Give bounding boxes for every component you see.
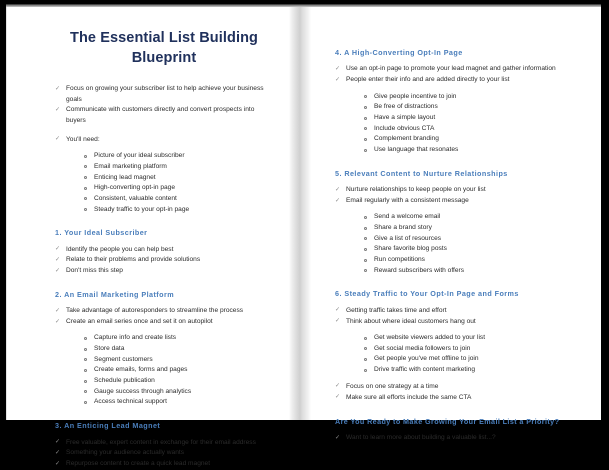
ring-bullet-icon [84, 197, 87, 200]
page-title: The Essential List Building Blueprint [70, 30, 258, 66]
list-item [335, 317, 583, 327]
ring-bullet-icon [364, 106, 367, 109]
ring-bullet-icon [364, 337, 367, 340]
list-item [83, 162, 273, 173]
ring-bullet-icon [84, 390, 87, 393]
section-4-bullet-list [335, 64, 583, 85]
checkmark-icon: ✓ [55, 438, 61, 446]
list-item-label: Free valuable, expert content in exchange for their email address [66, 438, 256, 446]
list-item-label: Focus on growing your subscriber list to help achieve your business goals [66, 85, 264, 103]
ring-bullet-icon [84, 155, 87, 158]
viewer-top-bar [0, 0, 609, 7]
list-item [363, 344, 583, 355]
section-heading-4: 4. A High-Converting Opt-In Page [335, 48, 463, 57]
cta-bullet-list [335, 433, 583, 443]
list-item [363, 92, 583, 103]
list-item-label: Use an opt-in page to promote your lead magnet and gather information [346, 65, 556, 73]
list-item [335, 433, 583, 443]
ring-bullet-icon [364, 237, 367, 240]
list-item [55, 266, 273, 276]
list-item [83, 205, 273, 216]
list-item-label: Steady traffic to your opt-in page [94, 205, 190, 213]
ring-bullet-icon [364, 259, 367, 262]
section-2-bullet-list [55, 306, 273, 327]
list-item [363, 266, 583, 277]
list-item [83, 194, 273, 205]
list-item [363, 354, 583, 365]
list-item [83, 344, 273, 355]
ring-bullet-icon [364, 138, 367, 141]
list-item [363, 333, 583, 344]
list-item [363, 223, 583, 234]
list-item-label: Schedule publication [94, 377, 155, 385]
list-item-label: Create emails, forms and pages [94, 366, 188, 374]
list-item-label: Make sure all efforts include the same CTA [346, 393, 472, 401]
list-item-label: Want to learn more about building a valuable list...? [346, 434, 496, 442]
list-item [55, 255, 273, 265]
list-item [335, 306, 583, 316]
checkmark-icon: ✓ [335, 65, 341, 73]
list-item [335, 64, 583, 74]
section-6-trailing-list [335, 382, 583, 403]
section-heading-3: 3. An Enticing Lead Magnet [55, 421, 161, 431]
section-3-bullet-list [55, 438, 273, 470]
section-6-bullet-list [335, 306, 583, 327]
list-item-label: Use language that resonates [374, 146, 459, 154]
checkmark-icon: ✓ [55, 256, 61, 264]
section-6-sub-list [335, 333, 583, 376]
ring-bullet-icon [84, 165, 87, 168]
list-item [363, 145, 583, 156]
list-item [83, 183, 273, 194]
list-item-label: Email marketing platform [94, 162, 167, 170]
list-item-label: Reward subscribers with offers [374, 266, 465, 274]
list-item [55, 105, 273, 126]
checkmark-icon: ✓ [335, 382, 341, 390]
list-item-label: Communicate with customers directly and convert prospects into buyers [66, 106, 255, 124]
list-item-label: Give a list of resources [374, 234, 442, 242]
list-item [83, 173, 273, 184]
list-item [363, 113, 583, 124]
list-item [335, 382, 583, 392]
ring-bullet-icon [84, 358, 87, 361]
section-1-bullet-list [55, 245, 273, 277]
list-item-label: Email regularly with a consistent message [346, 196, 469, 204]
ring-bullet-icon [84, 176, 87, 179]
list-item [55, 135, 273, 145]
list-item-label: Have a simple layout [374, 114, 436, 122]
ring-bullet-icon [364, 149, 367, 152]
checkmark-icon: ✓ [55, 449, 61, 457]
list-item [83, 151, 273, 162]
ring-bullet-icon [364, 95, 367, 98]
checkmark-icon: ✓ [335, 434, 341, 442]
list-item [335, 185, 583, 195]
list-item [55, 306, 273, 316]
list-item [83, 387, 273, 398]
list-item-label: Take advantage of autoresponders to streamline the process [66, 307, 244, 315]
page-gutter [289, 7, 311, 420]
intro-bullet-list [55, 84, 273, 126]
list-item-label: Drive traffic with content marketing [374, 366, 476, 374]
ring-bullet-icon [364, 227, 367, 230]
spacer [55, 127, 273, 135]
section-5-sub-list [335, 212, 583, 276]
ring-bullet-icon [84, 401, 87, 404]
section-2-sub-list [55, 333, 273, 408]
list-item [83, 365, 273, 376]
list-item [83, 333, 273, 344]
checkmark-icon: ✓ [335, 317, 341, 325]
list-item-label: Don't miss this step [66, 267, 123, 275]
ring-bullet-icon [364, 248, 367, 251]
list-item-label: Share favorite blog posts [374, 245, 447, 253]
list-item [335, 393, 583, 403]
list-item [55, 438, 273, 448]
list-item [83, 355, 273, 366]
ring-bullet-icon [364, 358, 367, 361]
list-item [363, 234, 583, 245]
list-item-label: Send a welcome email [374, 213, 441, 221]
list-item-label: Create an email series once and set it on autopilot [66, 318, 213, 326]
list-item [363, 365, 583, 376]
ring-bullet-icon [364, 369, 367, 372]
list-item-label: Repurpose content to create a quick lead magnet [66, 460, 211, 468]
list-item-label: Get people you've met offline to join [374, 355, 479, 363]
checkmark-icon: ✓ [55, 306, 61, 314]
ring-bullet-icon [84, 369, 87, 372]
list-item-label: Be free of distractions [374, 103, 438, 111]
list-item-label: Enticing lead magnet [94, 173, 156, 181]
ring-bullet-icon [84, 348, 87, 351]
list-item-label: Consistent, valuable content [94, 194, 177, 202]
list-item-label: Run competitions [374, 256, 425, 264]
list-item-label: High-converting opt-in page [94, 184, 176, 192]
list-item-label: Include obvious CTA [374, 124, 435, 132]
list-item-label: Identify the people you can help best [66, 245, 174, 253]
list-item [55, 459, 273, 469]
list-item [55, 317, 273, 327]
checkmark-icon: ✓ [335, 306, 341, 314]
checkmark-icon: ✓ [55, 317, 61, 325]
page-left[interactable] [6, 7, 289, 468]
list-item-label: Nurture relationships to keep people on your list [346, 186, 486, 194]
ring-bullet-icon [364, 347, 367, 350]
list-item-label: Get social media followers to join [374, 344, 471, 352]
checkmark-icon: ✓ [55, 106, 61, 114]
needs-bullet-list [55, 135, 273, 145]
list-item [363, 255, 583, 266]
list-item-label: Complement branding [374, 135, 439, 143]
list-item-label: Capture info and create lists [94, 334, 177, 342]
ring-bullet-icon [84, 208, 87, 211]
ring-bullet-icon [364, 117, 367, 120]
section-heading-6: 6. Steady Traffic to Your Opt-In Page and Forms [335, 289, 519, 299]
list-item-label: You'll need: [66, 135, 100, 143]
list-item-label: Share a brand story [374, 224, 432, 232]
checkmark-icon: ✓ [335, 196, 341, 204]
checkmark-icon: ✓ [335, 75, 341, 83]
section-heading-5: 5. Relevant Content to Nurture Relationships [335, 168, 508, 178]
list-item-label: Give people incentive to join [374, 92, 457, 100]
needs-sub-list [55, 151, 273, 215]
list-item-label: Gauge success through analytics [94, 387, 192, 395]
checkmark-icon: ✓ [55, 84, 61, 92]
list-item [363, 212, 583, 223]
cta-heading: Are You Ready to Make Growing Your Email List a Priority? [335, 417, 560, 427]
ring-bullet-icon [364, 127, 367, 130]
list-item-label: Access technical support [94, 398, 167, 406]
ring-bullet-icon [84, 187, 87, 190]
list-item [55, 448, 273, 458]
list-item [335, 196, 583, 206]
checkmark-icon: ✓ [335, 393, 341, 401]
list-item-label: Think about where ideal customers hang out [346, 317, 476, 325]
list-item [83, 376, 273, 387]
list-item [55, 84, 273, 105]
checkmark-icon: ✓ [55, 245, 61, 253]
page-spread [6, 7, 601, 468]
list-item-label: Relate to their problems and provide solutions [66, 256, 201, 264]
list-item-label: Focus on one strategy at a time [346, 382, 439, 390]
list-item [363, 134, 583, 145]
list-item [83, 397, 273, 408]
list-item-label: Segment customers [94, 355, 153, 363]
list-item [363, 124, 583, 135]
section-4-sub-list [335, 92, 583, 156]
list-item-label: Picture of your ideal subscriber [94, 152, 185, 160]
ring-bullet-icon [364, 269, 367, 272]
ring-bullet-icon [364, 216, 367, 219]
viewer-right-bar [601, 0, 609, 430]
section-heading-1: 1. Your Ideal Subscriber [55, 228, 148, 238]
checkmark-icon: ✓ [55, 460, 61, 468]
ring-bullet-icon [84, 380, 87, 383]
checkmark-icon: ✓ [335, 185, 341, 193]
section-heading-2: 2. An Email Marketing Platform [55, 289, 175, 299]
list-item [55, 245, 273, 255]
ring-bullet-icon [84, 337, 87, 340]
list-item-label: Getting traffic takes time and effort [346, 306, 447, 314]
checkmark-icon: ✓ [55, 135, 61, 143]
list-item [363, 244, 583, 255]
checkmark-icon: ✓ [55, 267, 61, 275]
list-item-label: Store data [94, 345, 125, 353]
page-right[interactable] [311, 7, 601, 442]
list-item [363, 102, 583, 113]
list-item-label: People enter their info and are added directly to your list [346, 76, 510, 84]
section-5-bullet-list [335, 185, 583, 206]
list-item-label: Get website viewers added to your list [374, 334, 486, 342]
list-item-label: Something your audience actually wants [66, 449, 185, 457]
list-item [335, 75, 583, 85]
